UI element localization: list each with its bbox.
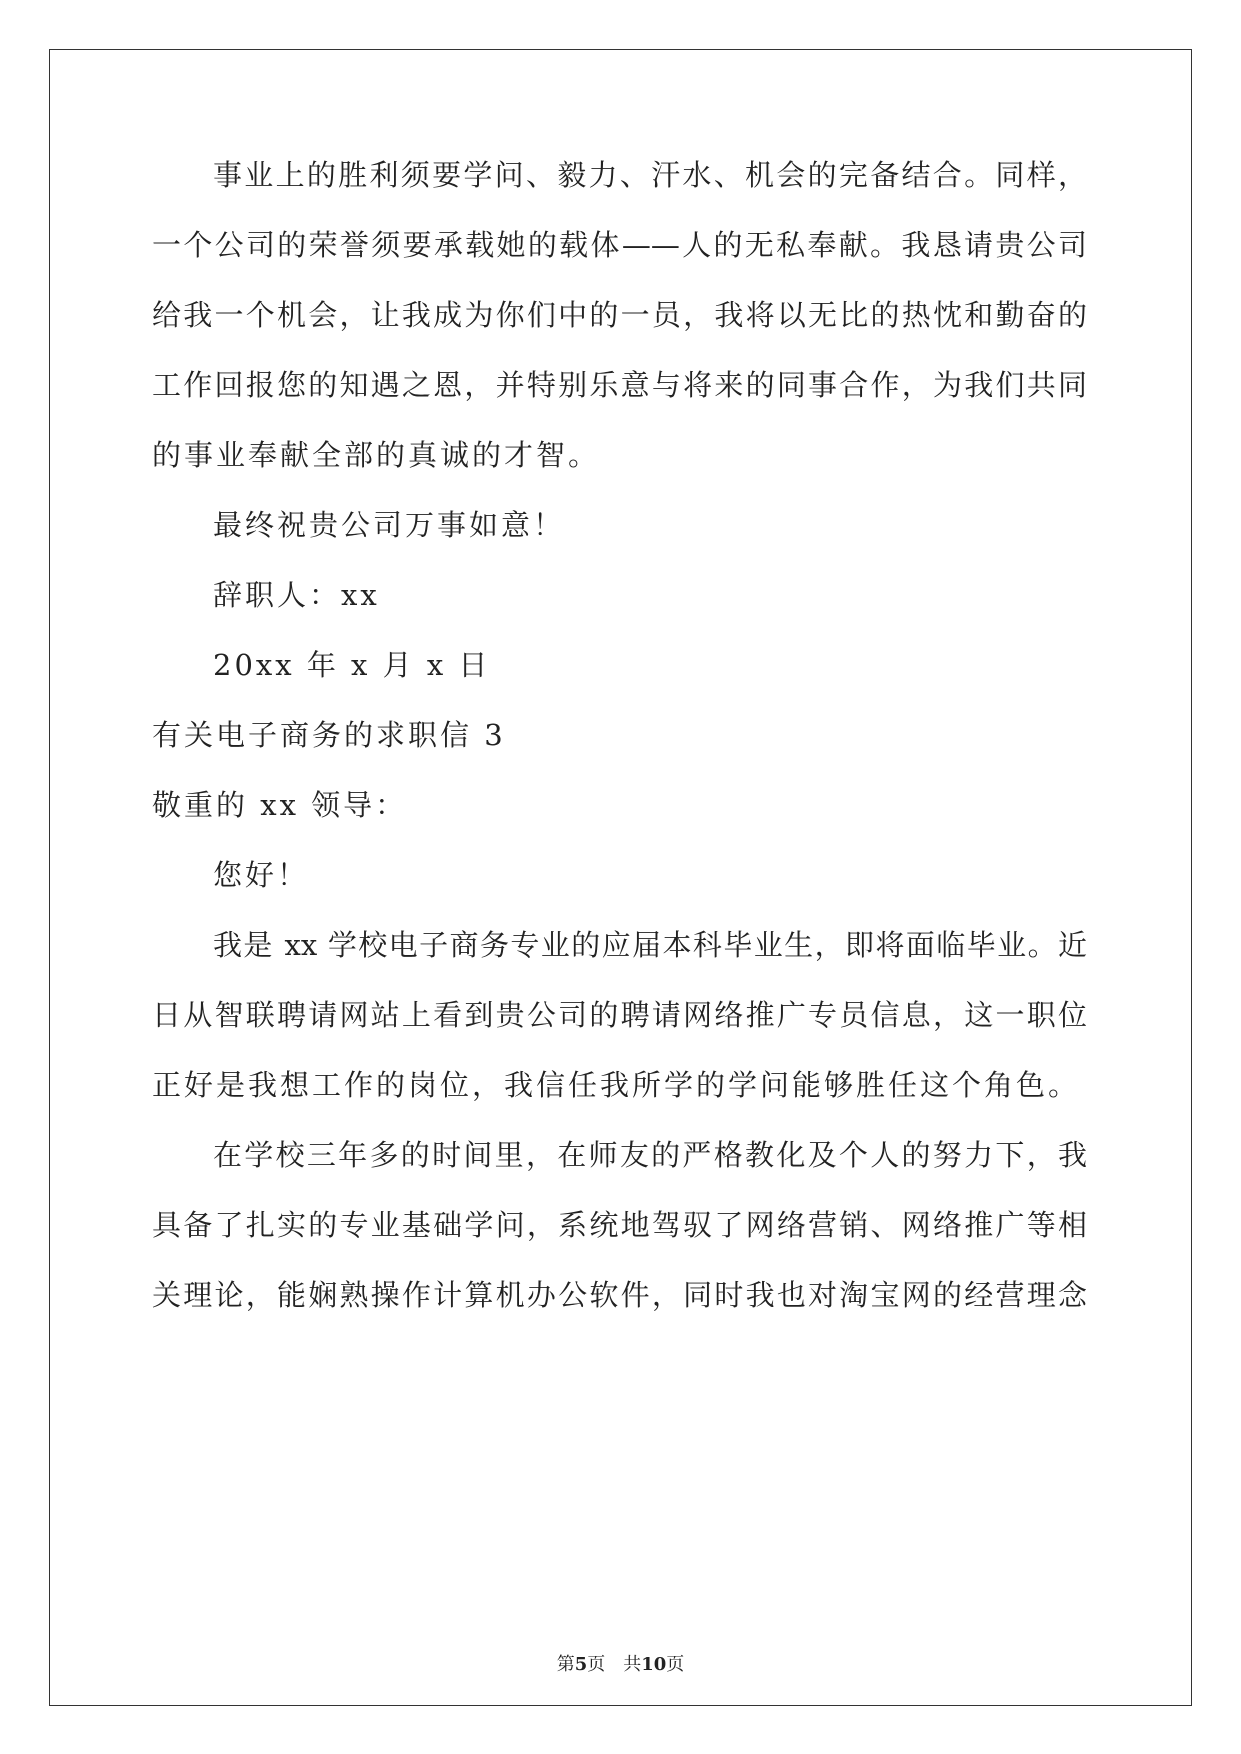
total-page-number: 10 <box>641 1654 667 1675</box>
paragraph-1-line-4: 工作回报您的知遇之恩，并特别乐意与将来的同事合作，为我们共同 <box>152 368 1087 402</box>
paragraph-2-line-3: 正好是我想工作的岗位，我信任我所学的学问能够胜任这个角色。 <box>152 1068 1081 1102</box>
section-title: 有关电子商务的求职信 3 <box>152 718 506 752</box>
paragraph-3-line-3: 关理论，能娴熟操作计算机办公软件，同时我也对淘宝网的经营理念 <box>152 1278 1087 1312</box>
paragraph-1-line-2: 一个公司的荣誉须要承载她的载体——人的无私奉献。我恳请贵公司 <box>152 228 1087 262</box>
paragraph-3-line-2: 具备了扎实的专业基础学问，系统地驾驭了网络营销、网络推广等相 <box>152 1208 1087 1242</box>
signature-line: 辞职人：xx <box>213 578 380 612</box>
closing-wish: 最终祝贵公司万事如意！ <box>213 508 566 542</box>
page-label-mid: 页 共 <box>587 1654 642 1675</box>
greeting: 您好！ <box>213 858 310 892</box>
current-page-number: 5 <box>574 1654 588 1675</box>
page-number-footer <box>0 1654 1241 1676</box>
paragraph-2-line-1: 我是 xx 学校电子商务专业的应届本科毕业生，即将面临毕业。近 <box>213 928 1087 962</box>
date-line: 20xx 年 x 月 x 日 <box>213 648 491 682</box>
paragraph-2-line-2: 日从智联聘请网站上看到贵公司的聘请网络推广专员信息，这一职位 <box>152 998 1087 1032</box>
page-label-suffix: 页 <box>666 1654 685 1675</box>
paragraph-1-line-5: 的事业奉献全部的真诚的才智。 <box>152 438 601 472</box>
page-label-prefix: 第 <box>556 1654 575 1675</box>
paragraph-3-line-1: 在学校三年多的时间里，在师友的严格教化及个人的努力下，我 <box>213 1138 1087 1172</box>
salutation: 敬重的 xx 领导： <box>152 788 408 822</box>
paragraph-1-line-3: 给我一个机会，让我成为你们中的一员，我将以无比的热忱和勤奋的 <box>152 298 1087 332</box>
paragraph-1-line-1: 事业上的胜利须要学问、毅力、汗水、机会的完备结合。同样， <box>213 158 1087 192</box>
